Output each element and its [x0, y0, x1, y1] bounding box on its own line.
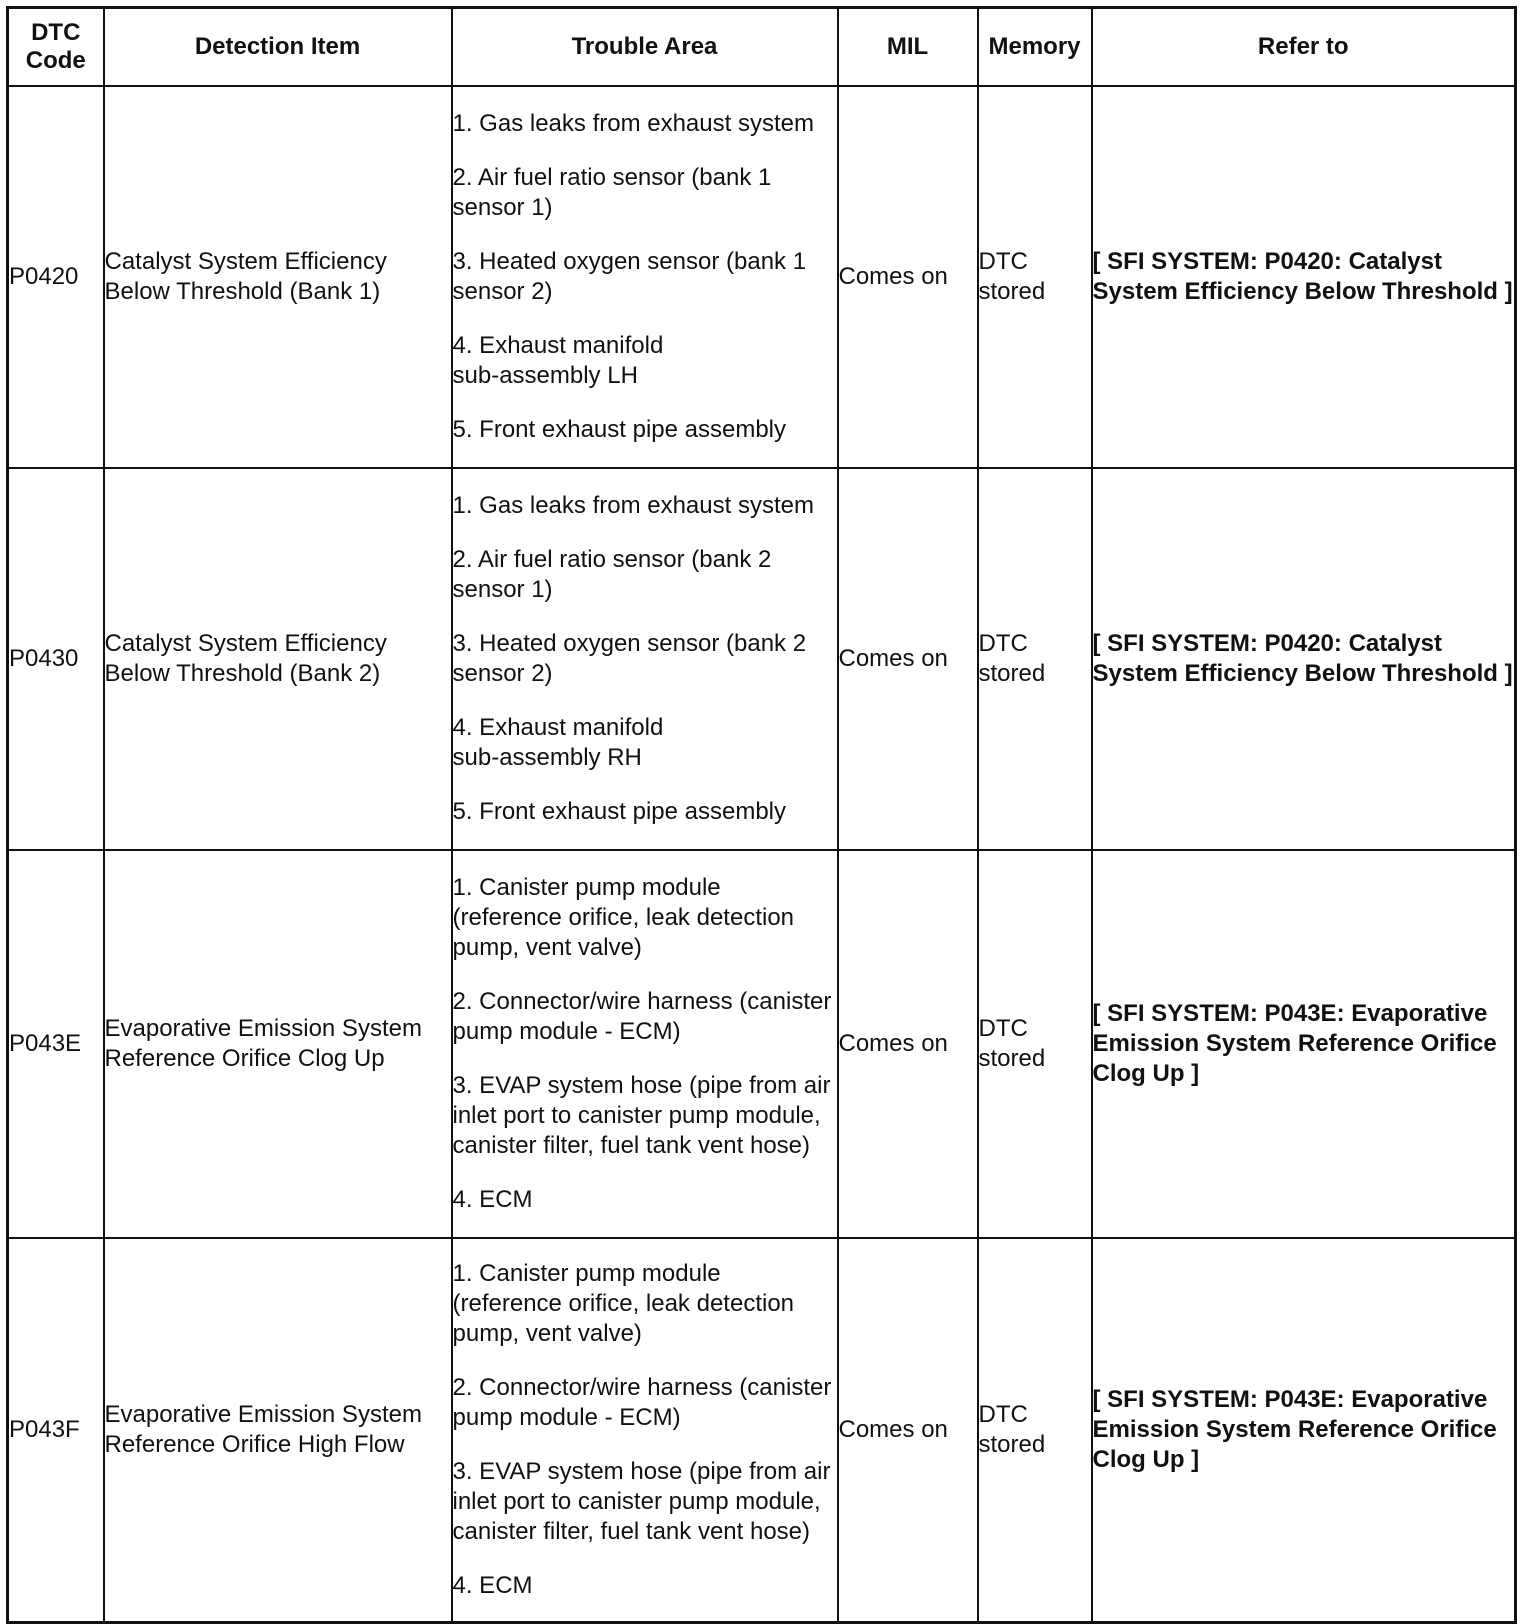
trouble-area-item: 2. Air fuel ratio sensor (bank 2 sensor 1): [452, 546, 772, 603]
trouble-area-item: 3. EVAP system hose (pipe from air inlet port to canister pump module, canister filter, fuel tank vent hose): [452, 1457, 831, 1545]
trouble-area-item: 3. Heated oxygen sensor (bank 1 sensor 2): [452, 248, 807, 305]
refer-to-link[interactable]: [ SFI SYSTEM: P0420: Catalyst System Efficiency Below Threshold ]: [1092, 468, 1516, 850]
trouble-area-item: 2. Air fuel ratio sensor (bank 1 sensor 1): [452, 164, 772, 221]
table-row: [8, 1238, 1516, 1622]
memory-cell: DTC stored: [978, 850, 1092, 1238]
table-row: [8, 86, 1516, 468]
trouble-area-item: 4. ECM: [452, 1186, 533, 1213]
header-mil: MIL: [838, 8, 978, 87]
memory-cell: DTC stored: [978, 1238, 1092, 1622]
trouble-area-item: 5. Front exhaust pipe assembly: [452, 798, 787, 825]
trouble-area-item: 1. Gas leaks from exhaust system: [452, 110, 814, 137]
trouble-area-item: 1. Canister pump module (reference orifice, leak detection pump, vent valve): [452, 1259, 795, 1347]
refer-to-link[interactable]: [ SFI SYSTEM: P043E: Evaporative Emission System Reference Orifice Clog Up ]: [1092, 1238, 1516, 1622]
dtc-code-cell: P0430: [8, 468, 104, 850]
mil-cell: Comes on: [838, 850, 978, 1238]
dtc-table-container: [6, 6, 1517, 1624]
mil-cell: Comes on: [838, 468, 978, 850]
dtc-table: [6, 6, 1517, 1624]
trouble-area-cell: [452, 1238, 838, 1622]
trouble-area-cell: [452, 86, 838, 468]
trouble-area-item: 4. Exhaust manifold sub-assembly RH: [452, 714, 664, 771]
trouble-area-item: 5. Front exhaust pipe assembly: [452, 416, 787, 443]
trouble-area-cell: [452, 468, 838, 850]
mil-cell: Comes on: [838, 86, 978, 468]
refer-to-link[interactable]: [ SFI SYSTEM: P043E: Evaporative Emission System Reference Orifice Clog Up ]: [1092, 850, 1516, 1238]
trouble-area-item: 3. Heated oxygen sensor (bank 2 sensor 2): [452, 630, 807, 687]
detection-item-cell: Catalyst System Efficiency Below Threshold (Bank 1): [104, 86, 452, 468]
detection-item-cell: Evaporative Emission System Reference Orifice Clog Up: [104, 850, 452, 1238]
trouble-area-item: 1. Gas leaks from exhaust system: [452, 492, 814, 519]
refer-to-link[interactable]: [ SFI SYSTEM: P0420: Catalyst System Efficiency Below Threshold ]: [1092, 86, 1516, 468]
header-dtc-code: DTC Code: [8, 8, 104, 87]
mil-cell: Comes on: [838, 1238, 978, 1622]
dtc-code-cell: P043E: [8, 850, 104, 1238]
trouble-area-item: 2. Connector/wire harness (canister pump module - ECM): [452, 988, 832, 1045]
header-refer-to: Refer to: [1092, 8, 1516, 87]
trouble-area-item: 3. EVAP system hose (pipe from air inlet port to canister pump module, canister filter, fuel tank vent hose): [452, 1072, 831, 1159]
header-trouble-area: Trouble Area: [452, 8, 838, 87]
trouble-area-cell: [452, 850, 838, 1238]
trouble-area-item: 4. Exhaust manifold sub-assembly LH: [452, 332, 664, 389]
detection-item-cell: Evaporative Emission System Reference Orifice High Flow: [104, 1238, 452, 1622]
memory-cell: DTC stored: [978, 86, 1092, 468]
table-header-row: [8, 8, 1516, 87]
dtc-code-cell: P0420: [8, 86, 104, 468]
header-detection-item: Detection Item: [104, 8, 452, 87]
table-row: [8, 468, 1516, 850]
dtc-code-cell: P043F: [8, 1238, 104, 1622]
memory-cell: DTC stored: [978, 468, 1092, 850]
trouble-area-item: 1. Canister pump module (reference orifice, leak detection pump, vent valve): [452, 874, 795, 961]
trouble-area-item: 4. ECM: [452, 1571, 533, 1599]
trouble-area-item: 2. Connector/wire harness (canister pump module - ECM): [452, 1373, 832, 1431]
detection-item-cell: Catalyst System Efficiency Below Threshold (Bank 2): [104, 468, 452, 850]
header-memory: Memory: [978, 8, 1092, 87]
table-row: [8, 850, 1516, 1238]
